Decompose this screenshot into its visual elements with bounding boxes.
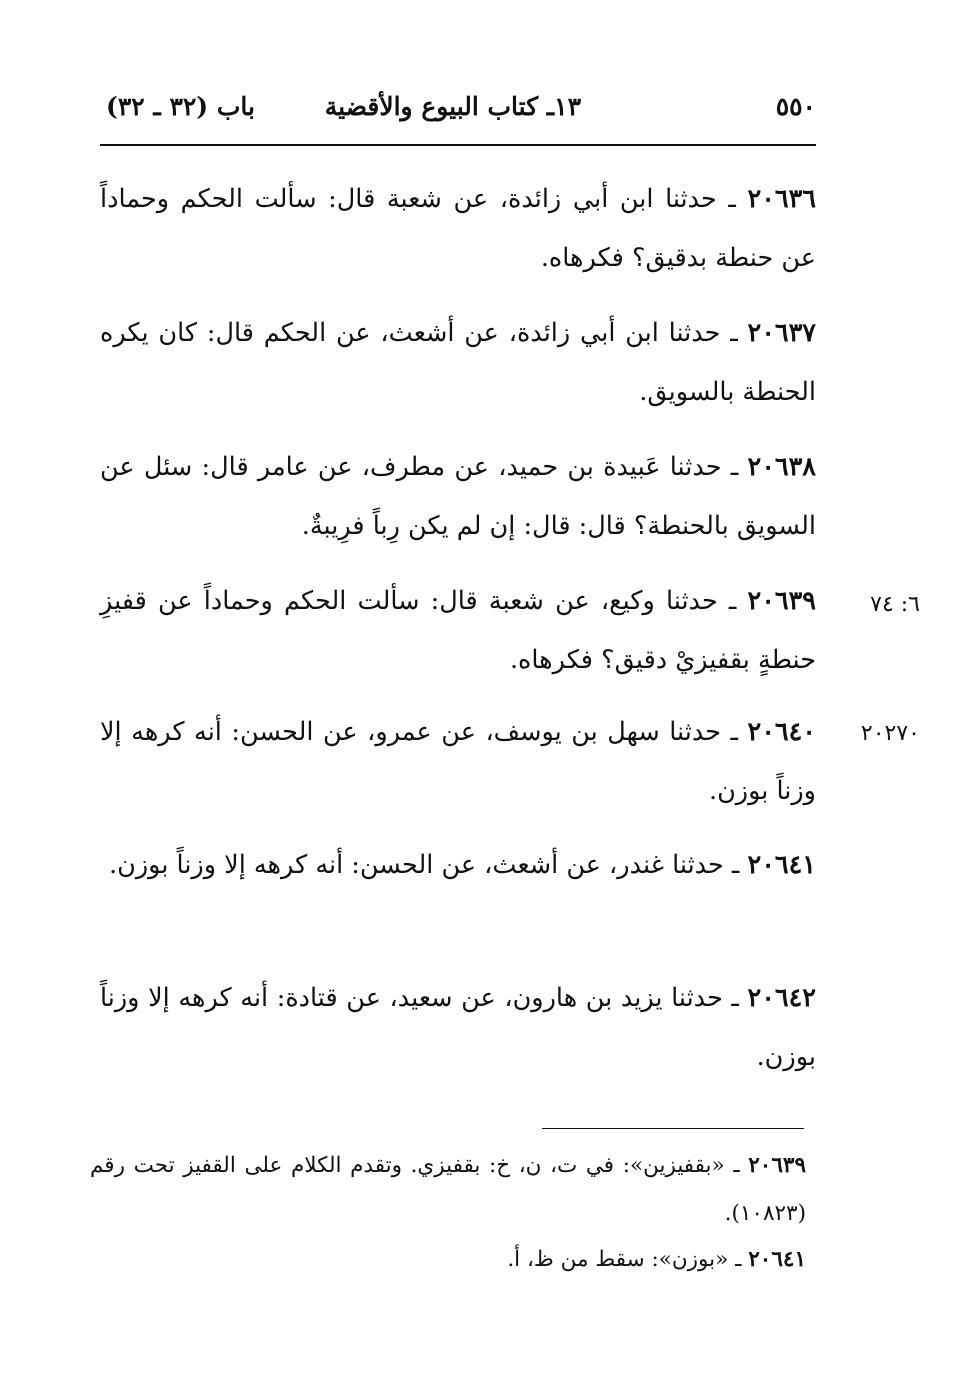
footnote-rule xyxy=(542,1128,804,1129)
hadith-text: ـ حدثنا غندر، عن أشعث، عن الحسن: أنه كرهه إلا وزناً بوزن. xyxy=(109,850,748,880)
chapter-title: ١٣ـ كتاب البيوع والأقضية xyxy=(324,92,581,121)
hadith-number: ٢٠٦٣٩ xyxy=(747,586,816,616)
hadith-number: ٢٠٦٤١ xyxy=(747,850,816,880)
hadith-text: ـ حدثنا يزيد بن هارون، عن سعيد، عن قتادة: أنه كرهه إلا وزناً بوزن. xyxy=(100,983,816,1072)
hadith-number: ٢٠٦٤٠ xyxy=(747,717,816,747)
hadith-entry-20638 xyxy=(100,438,816,556)
margin-reference-20639: ٦: ٧٤ xyxy=(870,592,920,617)
footnote-20641 xyxy=(90,1236,806,1284)
page-number: ٥٥٠ xyxy=(775,92,816,121)
hadith-entry-20641 xyxy=(100,836,816,895)
hadith-text: ـ حدثنا سهل بن يوسف، عن عمرو، عن الحسن: أنه كرهه إلا وزناً بوزن. xyxy=(100,717,816,806)
hadith-text: ـ حدثنا ابن أبي زائدة، عن أشعث، عن الحكم قال: كان يكره الحنطة بالسويق. xyxy=(100,318,816,407)
hadith-text: ـ حدثنا عَبيدة بن حميد، عن مطرف، عن عامر قال: سئل عن السويق بالحنطة؟ قال: قال: إن لم يكن رِباً فرِيبةٌ. xyxy=(100,452,816,541)
footnote-number: ٢٠٦٤١ xyxy=(748,1247,806,1272)
hadith-entry-20640 xyxy=(100,703,816,821)
hadith-entry-20637 xyxy=(100,304,816,422)
hadith-number: ٢٠٦٣٧ xyxy=(747,318,816,348)
hadith-text: ـ حدثنا وكيع، عن شعبة قال: سألت الحكم وحماداً عن قفيزِ حنطةٍ بقفيزيْ دقيق؟ فكرهاه. xyxy=(100,586,816,675)
footnote-number: ٢٠٦٣٩ xyxy=(748,1153,806,1178)
hadith-entry-20642 xyxy=(100,969,816,1087)
page-header xyxy=(100,86,816,138)
hadith-entry-20639 xyxy=(100,572,816,690)
hadith-number: ٢٠٦٣٦ xyxy=(747,184,816,214)
header-rule xyxy=(100,144,816,146)
hadith-text: ـ حدثنا ابن أبي زائدة، عن شعبة قال: سألت الحكم وحماداً عن حنطة بدقيق؟ فكرهاه. xyxy=(100,184,816,273)
footnote-text: ـ «بقفيزين»: في ت، ن، خ: بقفيزي. وتقدم الكلام على القفيز تحت رقم (١٠٨٢٣). xyxy=(90,1153,806,1226)
hadith-entry-20636 xyxy=(100,170,816,288)
hadith-number: ٢٠٦٣٨ xyxy=(747,452,816,482)
footnote-20639 xyxy=(90,1142,806,1238)
footnote-text: ـ «بوزن»: سقط من ظ، أ. xyxy=(507,1247,749,1272)
hadith-number: ٢٠٦٤٢ xyxy=(747,983,816,1013)
section-label: باب (٣٢ ـ ٣٢) xyxy=(106,92,255,121)
margin-reference-20640: ٢٠٢٧٠ xyxy=(860,721,920,746)
